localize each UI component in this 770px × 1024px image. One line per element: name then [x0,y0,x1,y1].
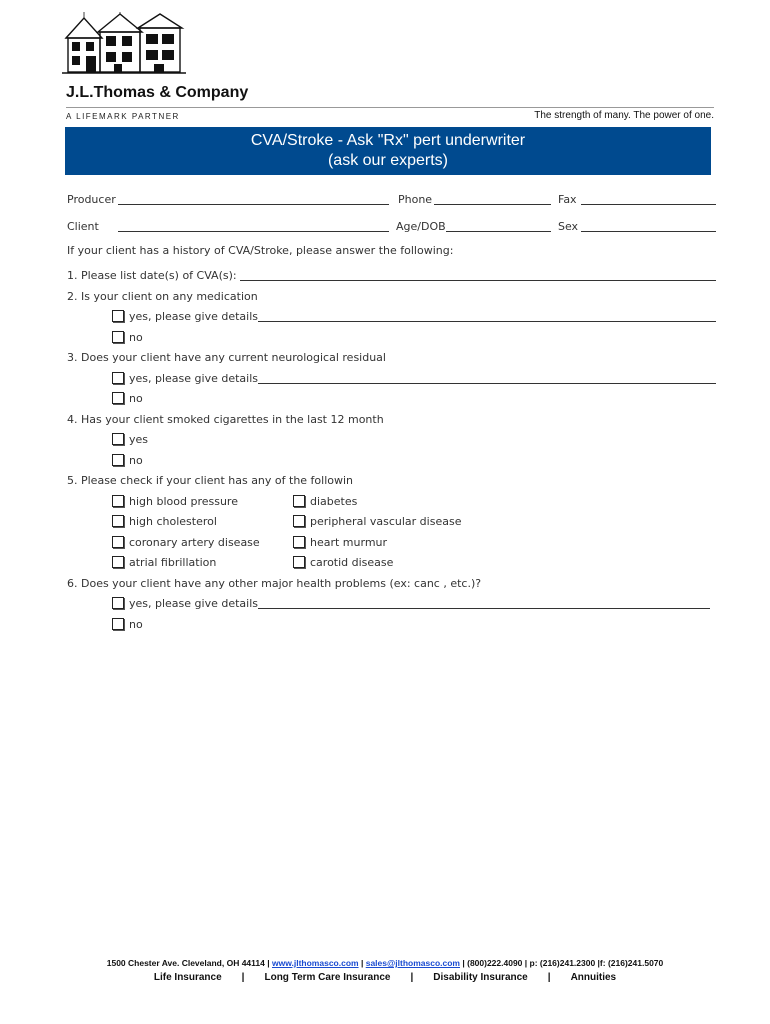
footer-divider: | [547,972,551,983]
fax-field[interactable] [581,204,716,205]
q3-yes-label: yes, please give details [129,372,259,385]
header-divider [66,107,714,108]
condition-label: coronary artery disease [129,536,260,549]
question-1: 1. Please list date(s) of CVA(s): [67,269,237,282]
q2-no-label: no [129,331,143,344]
phone-label: Phone [398,193,433,206]
diabetes-checkbox[interactable] [293,495,305,507]
footer-divider: | [410,972,414,983]
q2-yes-label: yes, please give details [129,310,259,323]
coronary-artery-disease-checkbox[interactable] [112,536,124,548]
question-2: 2. Is your client on any medication [67,290,258,303]
q2-yes-checkbox[interactable] [112,310,124,322]
carotid-disease-checkbox[interactable] [293,556,305,568]
website-link[interactable]: www.jlthomasco.com [271,958,359,968]
form-title-banner [65,127,711,175]
condition-label: heart murmur [310,536,388,549]
q6-no-label: no [129,618,143,631]
q6-no-checkbox[interactable] [112,618,124,630]
question-3: 3. Does your client have any current neurological residual [67,351,386,364]
cva-dates-field[interactable] [240,280,716,281]
partner-label: A LIFEMARK PARTNER [66,112,180,121]
condition-label: high cholesterol [129,515,217,528]
peripheral-vascular-disease-checkbox[interactable] [293,515,305,527]
heart-murmur-checkbox[interactable] [293,536,305,548]
producer-field[interactable] [118,204,389,205]
form-subtitle: (ask our experts) [327,152,449,169]
email-link[interactable]: sales@jlthomasco.com [365,958,460,968]
high-cholesterol-checkbox[interactable] [112,515,124,527]
client-label: Client [67,220,99,233]
client-field[interactable] [118,231,389,232]
q4-no-checkbox[interactable] [112,454,124,466]
q6-details-field[interactable] [258,608,710,609]
product-ltc: Long Term Care Insurance [264,972,391,983]
condition-label: carotid disease [310,556,394,569]
footer-address: 1500 Chester Ave. Cleveland, OH 44114 | [106,958,270,968]
q2-details-field[interactable] [258,321,716,322]
question-5: 5. Please check if your client has any of the followin [67,474,354,487]
footer-contact [0,958,770,968]
producer-label: Producer [67,193,116,206]
q4-yes-checkbox[interactable] [112,433,124,445]
question-4: 4. Has your client smoked cigarettes in the last 12 month [67,413,384,426]
q3-no-label: no [129,392,143,405]
q4-yes-label: yes [129,433,149,446]
fax-label: Fax [558,193,577,206]
q3-no-checkbox[interactable] [112,392,124,404]
company-logo-building-icon [62,12,186,76]
sex-label: Sex [558,220,579,233]
high-blood-pressure-checkbox[interactable] [112,495,124,507]
footer-separator: | [360,958,364,968]
age-dob-field[interactable] [446,231,551,232]
condition-label: high blood pressure [129,495,238,508]
q3-details-field[interactable] [258,383,716,384]
question-6: 6. Does your client have any other major health problems (ex: canc , etc.)? [67,577,482,590]
form-title: CVA/Stroke - Ask "Rx" pert underwriter [250,132,526,149]
condition-label: atrial fibrillation [129,556,217,569]
footer-phones: | (800)222.4090 | p: (216)241.2300 |f: (216)241.5070 [462,958,664,968]
q3-yes-checkbox[interactable] [112,372,124,384]
q4-no-label: no [129,454,143,467]
intro-text: If your client has a history of CVA/Stroke, please answer the following: [67,244,454,257]
q6-yes-label: yes, please give details [129,597,259,610]
footer-divider: | [241,972,245,983]
atrial-fibrillation-checkbox[interactable] [112,556,124,568]
product-disability: Disability Insurance [433,972,528,983]
age-dob-label: Age/DOB [396,220,446,233]
condition-label: diabetes [310,495,358,508]
company-name: J.L.Thomas & Company [66,84,249,101]
footer-products [0,972,770,983]
tagline: The strength of many. The power of one. [534,110,714,121]
product-life: Life Insurance [153,972,222,983]
sex-field[interactable] [581,231,716,232]
product-annuities: Annuities [570,972,617,983]
q6-yes-checkbox[interactable] [112,597,124,609]
condition-label: peripheral vascular disease [310,515,462,528]
phone-field[interactable] [434,204,551,205]
q2-no-checkbox[interactable] [112,331,124,343]
